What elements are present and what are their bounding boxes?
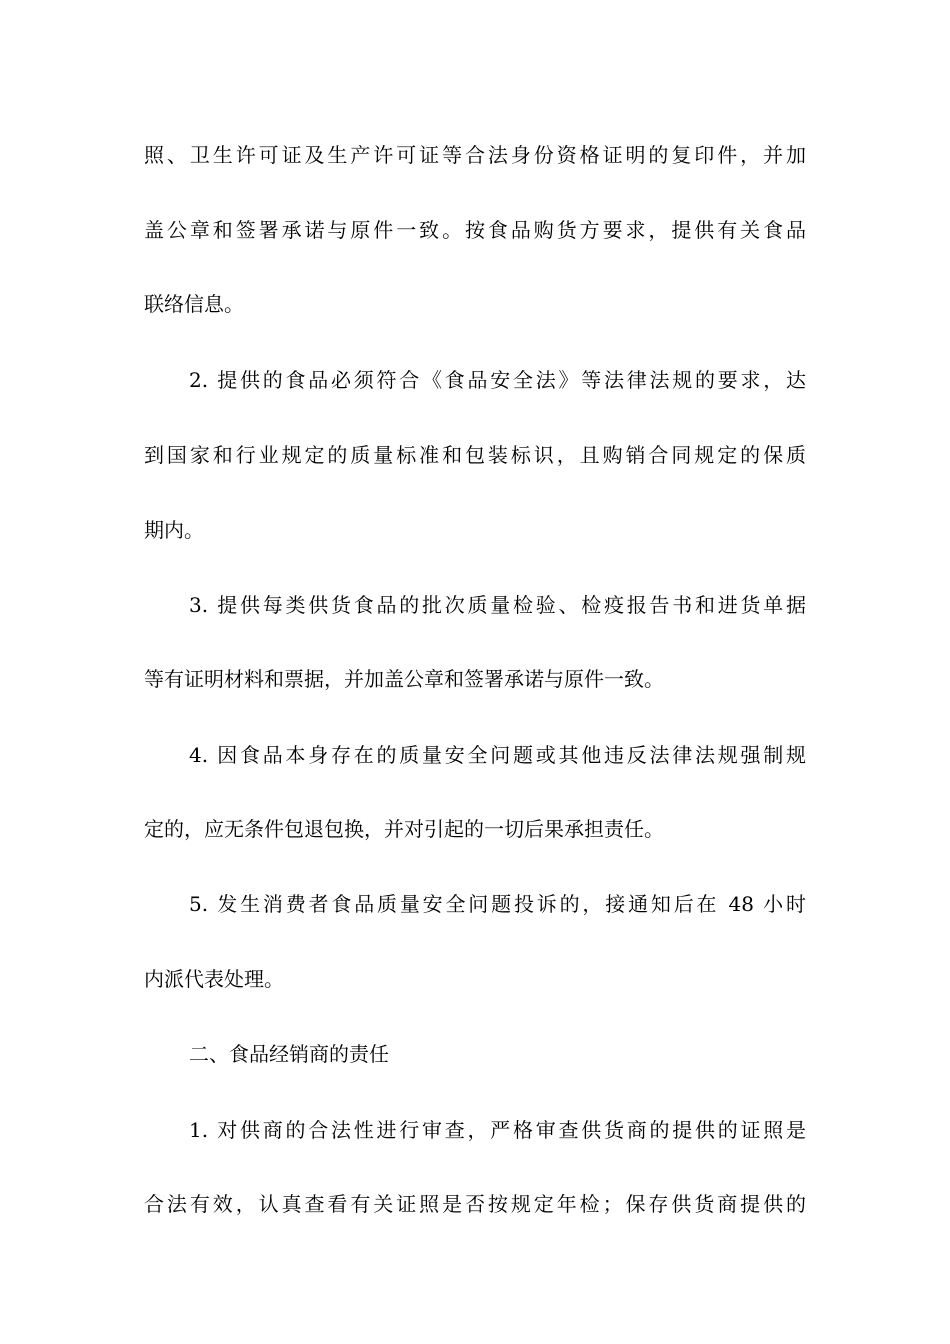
text-line: 照、卫生许可证及生产许可证等合法身份资格证明的复印件，并加 [144, 143, 806, 167]
text-line: 等有证明材料和票据，并加盖公章和签署承诺与原件一致。 [144, 667, 664, 691]
text-line: 4. 因食品本身存在的质量安全问题或其他违反法律法规强制规 [189, 743, 806, 767]
text-line: 期内。 [144, 518, 204, 542]
text-line: 1. 对供商的合法性进行审查，严格审查供货商的提供的证照是 [189, 1118, 806, 1142]
section-heading: 二、食品经销商的责任 [189, 1042, 389, 1066]
text-line: 定的，应无条件包退包换，并对引起的一切后果承担责任。 [144, 817, 664, 841]
text-line: 内派代表处理。 [144, 967, 284, 991]
text-line: 联络信息。 [144, 292, 244, 316]
text-line: 合法有效，认真查看有关证照是否按规定年检；保存供货商提供的 [144, 1192, 806, 1216]
text-line: 3. 提供每类供货食品的批次质量检验、检疫报告书和进货单据 [189, 593, 806, 617]
text-line: 2. 提供的食品必须符合《食品安全法》等法律法规的要求，达 [189, 368, 806, 392]
text-line: 到国家和行业规定的质量标准和包装标识，且购销合同规定的保质 [144, 443, 806, 467]
text-line: 盖公章和签署承诺与原件一致。按食品购货方要求，提供有关食品 [144, 218, 806, 242]
text-line: 5. 发生消费者食品质量安全问题投诉的，接通知后在 48 小时 [189, 892, 806, 916]
